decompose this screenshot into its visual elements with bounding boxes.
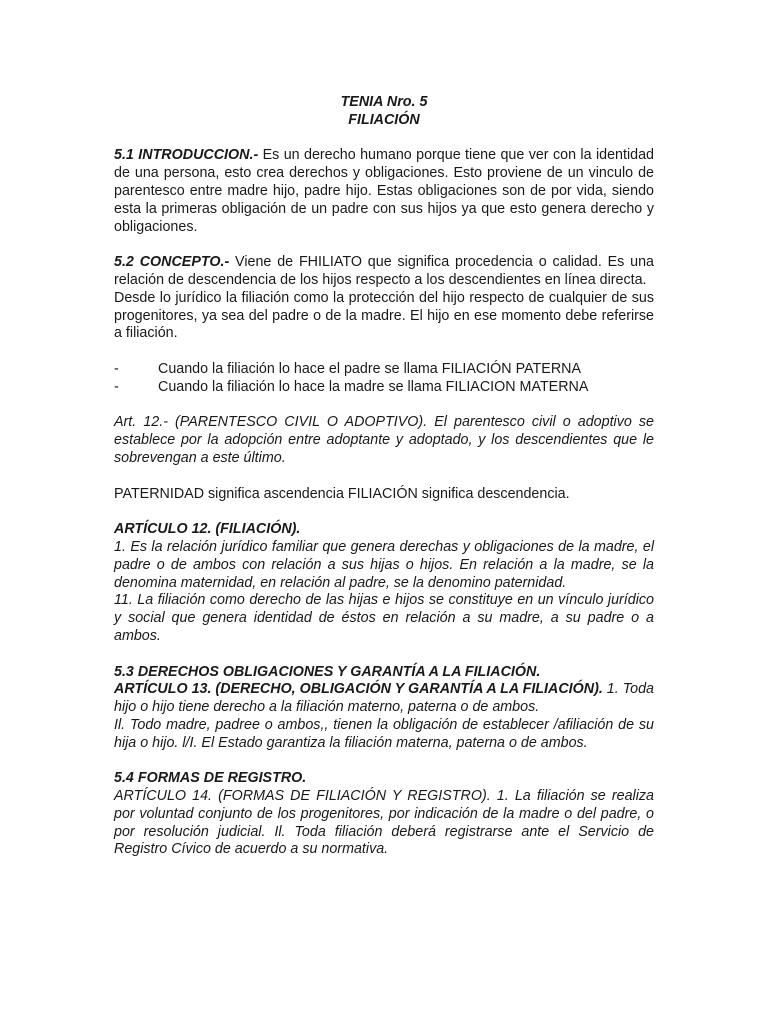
- art-12-paragraph-1: 1. Es la relación jurídico familiar que genera derechas y obligaciones de la madre, el padre o de ambos con relación a sus hijas o hijos. En relación a la madre, se la denomina maternidad, en relación al padre, se la denomino paternidad.: [114, 538, 654, 591]
- bullet-text: Cuando la filiación lo hace el padre se llama FILIACIÓN PATERNA: [158, 360, 582, 377]
- section-5-1: [114, 147, 654, 236]
- art-12-heading: ARTÍCULO 12. (FILIACIÓN).: [114, 521, 301, 538]
- art-12-quote: Art. 12.- (PARENTESCO CIVIL O ADOPTIVO). El parentesco civil o adoptivo se establece por la adopción entre adoptante y adoptado, y los descendientes que le sobrevengan a este último.: [114, 414, 654, 466]
- bullet-dash: -: [114, 360, 119, 377]
- section-5-3-heading: 5.3 DERECHOS OBLIGACIONES Y GARANTÍA A LA FILIACIÓN.: [114, 663, 541, 680]
- art-12-paragraph-2: 11. La filiación como derecho de las hijas e hijos se constituye en un vínculo jurídico y social que genera identidad de éstos en relación a su madre, a su padre o a ambos.: [114, 592, 654, 644]
- bullet-text: Cuando la filiación lo hace la madre se llama FILIACION MATERNA: [158, 378, 589, 395]
- section-5-2-heading: 5.2 CONCEPTO.-: [114, 254, 230, 271]
- document-subtitle: FILIACIÓN: [348, 111, 420, 128]
- section-5-1-heading: 5.1 INTRODUCCION.-: [114, 147, 259, 164]
- section-5-2-text: Viene de FHILIATO que significa procedencia o calidad. Es una relación de descendencia de los hijos respecto a los descendientes en línea directa.: [114, 254, 655, 288]
- paternidad-note: PATERNIDAD significa ascendencia FILIACIÓN significa descendencia.: [114, 485, 570, 502]
- art-14-text: ARTÍCULO 14. (FORMAS DE FILIACIÓN Y REGISTRO). 1. La filiación se realiza por voluntad conjunto de los progenitores, por indicación de la madre o del padre, o por resolución judicial. Il. Toda filiación deberá registrarse ante el Servicio de Registro Cívico de acuerdo a su normativa.: [114, 788, 654, 858]
- bullet-item: [114, 379, 654, 397]
- bullet-item: [114, 361, 654, 379]
- art-13-paragraph: [114, 681, 654, 717]
- art-13-heading: ARTÍCULO 13. (DERECHO, OBLIGACIÓN Y GARANTÍA A LA FILIACIÓN).: [114, 681, 603, 698]
- art-13-text-2: Il. Todo madre, padree o ambos,, tienen la obligación de establecer /afiliación de su hija o hijo. l/I. El Estado garantiza la filiación materna, paterna o de ambos.: [114, 716, 654, 751]
- section-5-2-text-2: Desde lo jurídico la filiación como la protección del hijo respecto de cualquier de sus progenitores, ya sea del padre o de la madre. El hijo en ese momento debe referirse a filiación.: [114, 289, 654, 342]
- section-5-4-heading: 5.4 FORMAS DE REGISTRO.: [114, 770, 307, 787]
- document-title: TENIA Nro. 5: [340, 94, 428, 110]
- bullet-dash: -: [114, 378, 119, 395]
- document-page: [114, 94, 654, 859]
- art-13-text: 1. Toda hijo o hijo tiene derecho a la filiación materno, paterna o de ambos.: [114, 681, 654, 716]
- section-5-2: [114, 254, 654, 290]
- section-5-1-text: Es un derecho humano porque tiene que ver con la identidad de una persona, esto crea derechos y obligaciones. Esto proviene de un vinculo de parentesco entre madre hijo, padre hijo. Estas obligaciones son de por vida, siendo esta la primeras obligación de un padre con sus hijos ya que esto genera derecho y obligaciones.: [114, 147, 654, 235]
